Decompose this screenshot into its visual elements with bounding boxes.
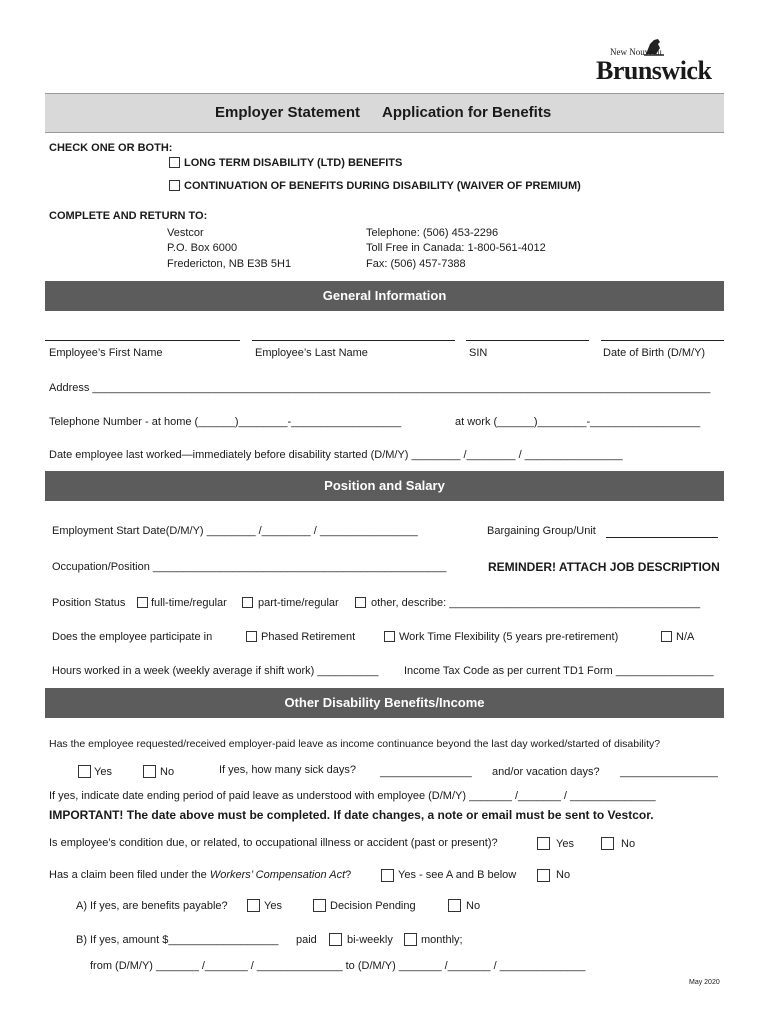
- general-bar: [45, 281, 724, 311]
- ltd-label: LONG TERM DISABILITY (LTD) BENEFITS: [184, 157, 403, 169]
- logo-main-text: Brunswick: [596, 56, 712, 85]
- return-phone: Telephone: (506) 453-2296: [366, 227, 499, 239]
- return-addr-3: Fredericton, NB E3B 5H1: [167, 258, 292, 270]
- occupational-question: Is employee’s condition due, or related, to occupational illness or accident (past or present)?: [49, 837, 498, 849]
- occupational-yes-label: Yes: [556, 838, 574, 850]
- return-addr-2: P.O. Box 6000: [167, 242, 238, 254]
- na-label: N/A: [676, 631, 695, 643]
- claim-act: Workers’ Compensation Act: [209, 869, 346, 881]
- biweekly-label: bi-weekly: [347, 934, 393, 946]
- logo: [592, 36, 722, 88]
- decision-checkbox[interactable]: [313, 899, 326, 912]
- claim-yes-checkbox[interactable]: [381, 869, 394, 882]
- leave-no-checkbox[interactable]: [143, 765, 156, 778]
- ltd-checkbox[interactable]: [169, 157, 180, 168]
- monthly-label: monthly;: [421, 934, 463, 946]
- address-field[interactable]: Address _____________________________________________________________________________________________________: [49, 382, 711, 394]
- dob-label: Date of Birth (D/M/Y): [603, 347, 706, 359]
- dob-field[interactable]: [601, 340, 724, 341]
- sick-days-field[interactable]: _______________: [380, 766, 472, 778]
- a-no-label: No: [466, 900, 481, 912]
- waiver-label: CONTINUATION OF BENEFITS DURING DISABILITY (WAIVER OF PREMIUM): [184, 180, 581, 192]
- part-time-checkbox[interactable]: [242, 597, 253, 608]
- vacation-field[interactable]: ________________: [620, 766, 718, 778]
- a-yes-checkbox[interactable]: [247, 899, 260, 912]
- a-label: A) If yes, are benefits payable?: [76, 900, 228, 912]
- return-tollfree: Toll Free in Canada: 1-800-561-4012: [366, 242, 546, 254]
- phased-label: Phased Retirement: [261, 631, 356, 643]
- full-time-label: full-time/regular: [151, 597, 227, 609]
- position-heading: Position and Salary: [324, 478, 445, 493]
- occupation-field[interactable]: Occupation/Position ________________________________________________: [52, 561, 447, 573]
- ending-field[interactable]: If yes, indicate date ending period of paid leave as understood with employee (D/M/Y) _______ /_______ / ______________: [49, 790, 656, 802]
- participate-label: Does the employee participate in: [52, 631, 213, 643]
- sick-days-label: If yes, how many sick days?: [219, 764, 356, 776]
- na-checkbox[interactable]: [661, 631, 672, 642]
- tax-code-field[interactable]: Income Tax Code as per current TD1 Form ________________: [404, 665, 714, 677]
- other-label: other, describe: _________________________________________: [371, 597, 701, 609]
- logo-top-text: New Nouveau: [610, 47, 662, 57]
- last-worked-field[interactable]: Date employee last worked—immediately before disability started (D/M/Y) ________ /________ / ________________: [49, 449, 623, 461]
- important-note: IMPORTANT! The date above must be completed. If date changes, a note or email must be sent to Vestcor.: [49, 808, 654, 822]
- other-heading: Other Disability Benefits/Income: [284, 695, 485, 710]
- leave-yes-checkbox[interactable]: [78, 765, 91, 778]
- claim-prefix: Has a claim been filed under the: [49, 869, 210, 881]
- claim-question: [49, 869, 351, 881]
- title-bar: [45, 93, 724, 133]
- title-right: Application for Benefits: [382, 104, 552, 121]
- claim-suffix: ?: [345, 869, 352, 881]
- vacation-label: and/or vacation days?: [492, 766, 600, 778]
- waiver-checkbox[interactable]: [169, 180, 180, 191]
- a-no-checkbox[interactable]: [448, 899, 461, 912]
- claim-no-checkbox[interactable]: [537, 869, 550, 882]
- occupational-yes-checkbox[interactable]: [537, 837, 550, 850]
- a-yes-label: Yes: [264, 900, 282, 912]
- part-time-label: part-time/regular: [258, 597, 339, 609]
- occupational-no-checkbox[interactable]: [601, 837, 614, 850]
- decision-label: Decision Pending: [330, 900, 416, 912]
- flex-label: Work Time Flexibility (5 years pre-retirement): [399, 631, 619, 643]
- first-name-field[interactable]: [45, 340, 240, 341]
- title-left: Employer Statement: [215, 104, 361, 121]
- paid-label: paid: [296, 934, 317, 946]
- leave-question: Has the employee requested/received employer-paid leave as income continuance beyond the last day worked/started of disability?: [49, 738, 661, 750]
- return-addr-1: Vestcor: [167, 227, 204, 239]
- footer-date: May 2020: [689, 979, 720, 986]
- hours-field[interactable]: Hours worked in a week (weekly average if shift work) __________: [52, 665, 379, 677]
- biweekly-checkbox[interactable]: [329, 933, 342, 946]
- monthly-checkbox[interactable]: [404, 933, 417, 946]
- other-bar: [45, 688, 724, 718]
- phased-checkbox[interactable]: [246, 631, 257, 642]
- tel-work-field[interactable]: at work (______)________-__________________: [455, 416, 701, 428]
- sin-field[interactable]: [466, 340, 589, 341]
- leave-no-label: No: [160, 766, 175, 778]
- occupational-no-label: No: [621, 838, 636, 850]
- full-time-checkbox[interactable]: [137, 597, 148, 608]
- claim-yes-label: Yes - see A and B below: [398, 869, 517, 881]
- start-date-field[interactable]: Employment Start Date(D/M/Y) ________ /________ / ________________: [52, 525, 418, 537]
- position-bar: [45, 471, 724, 501]
- return-heading: COMPLETE AND RETURN TO:: [49, 210, 208, 222]
- sin-label: SIN: [469, 347, 488, 359]
- check-heading: CHECK ONE OR BOTH:: [49, 142, 173, 154]
- from-to-field[interactable]: from (D/M/Y) _______ /_______ / ______________ to (D/M/Y) _______ /_______ / ______________: [90, 960, 586, 972]
- last-name-label: Employee’s Last Name: [255, 347, 368, 359]
- tel-home-field[interactable]: Telephone Number - at home (______)________-__________________: [49, 416, 402, 428]
- return-fax: Fax: (506) 457-7388: [366, 258, 466, 270]
- flex-checkbox[interactable]: [384, 631, 395, 642]
- first-name-label: Employee’s First Name: [49, 347, 163, 359]
- reminder-text: REMINDER! ATTACH JOB DESCRIPTION: [488, 560, 720, 574]
- status-label: Position Status: [52, 597, 126, 609]
- claim-no-label: No: [556, 869, 571, 881]
- general-heading: General Information: [322, 288, 447, 303]
- other-checkbox[interactable]: [355, 597, 366, 608]
- last-name-field[interactable]: [252, 340, 455, 341]
- b-amount-field[interactable]: B) If yes, amount $__________________: [76, 934, 279, 946]
- bargaining-label: Bargaining Group/Unit: [487, 525, 596, 537]
- bargaining-field[interactable]: [606, 537, 718, 538]
- leave-yes-label: Yes: [94, 766, 112, 778]
